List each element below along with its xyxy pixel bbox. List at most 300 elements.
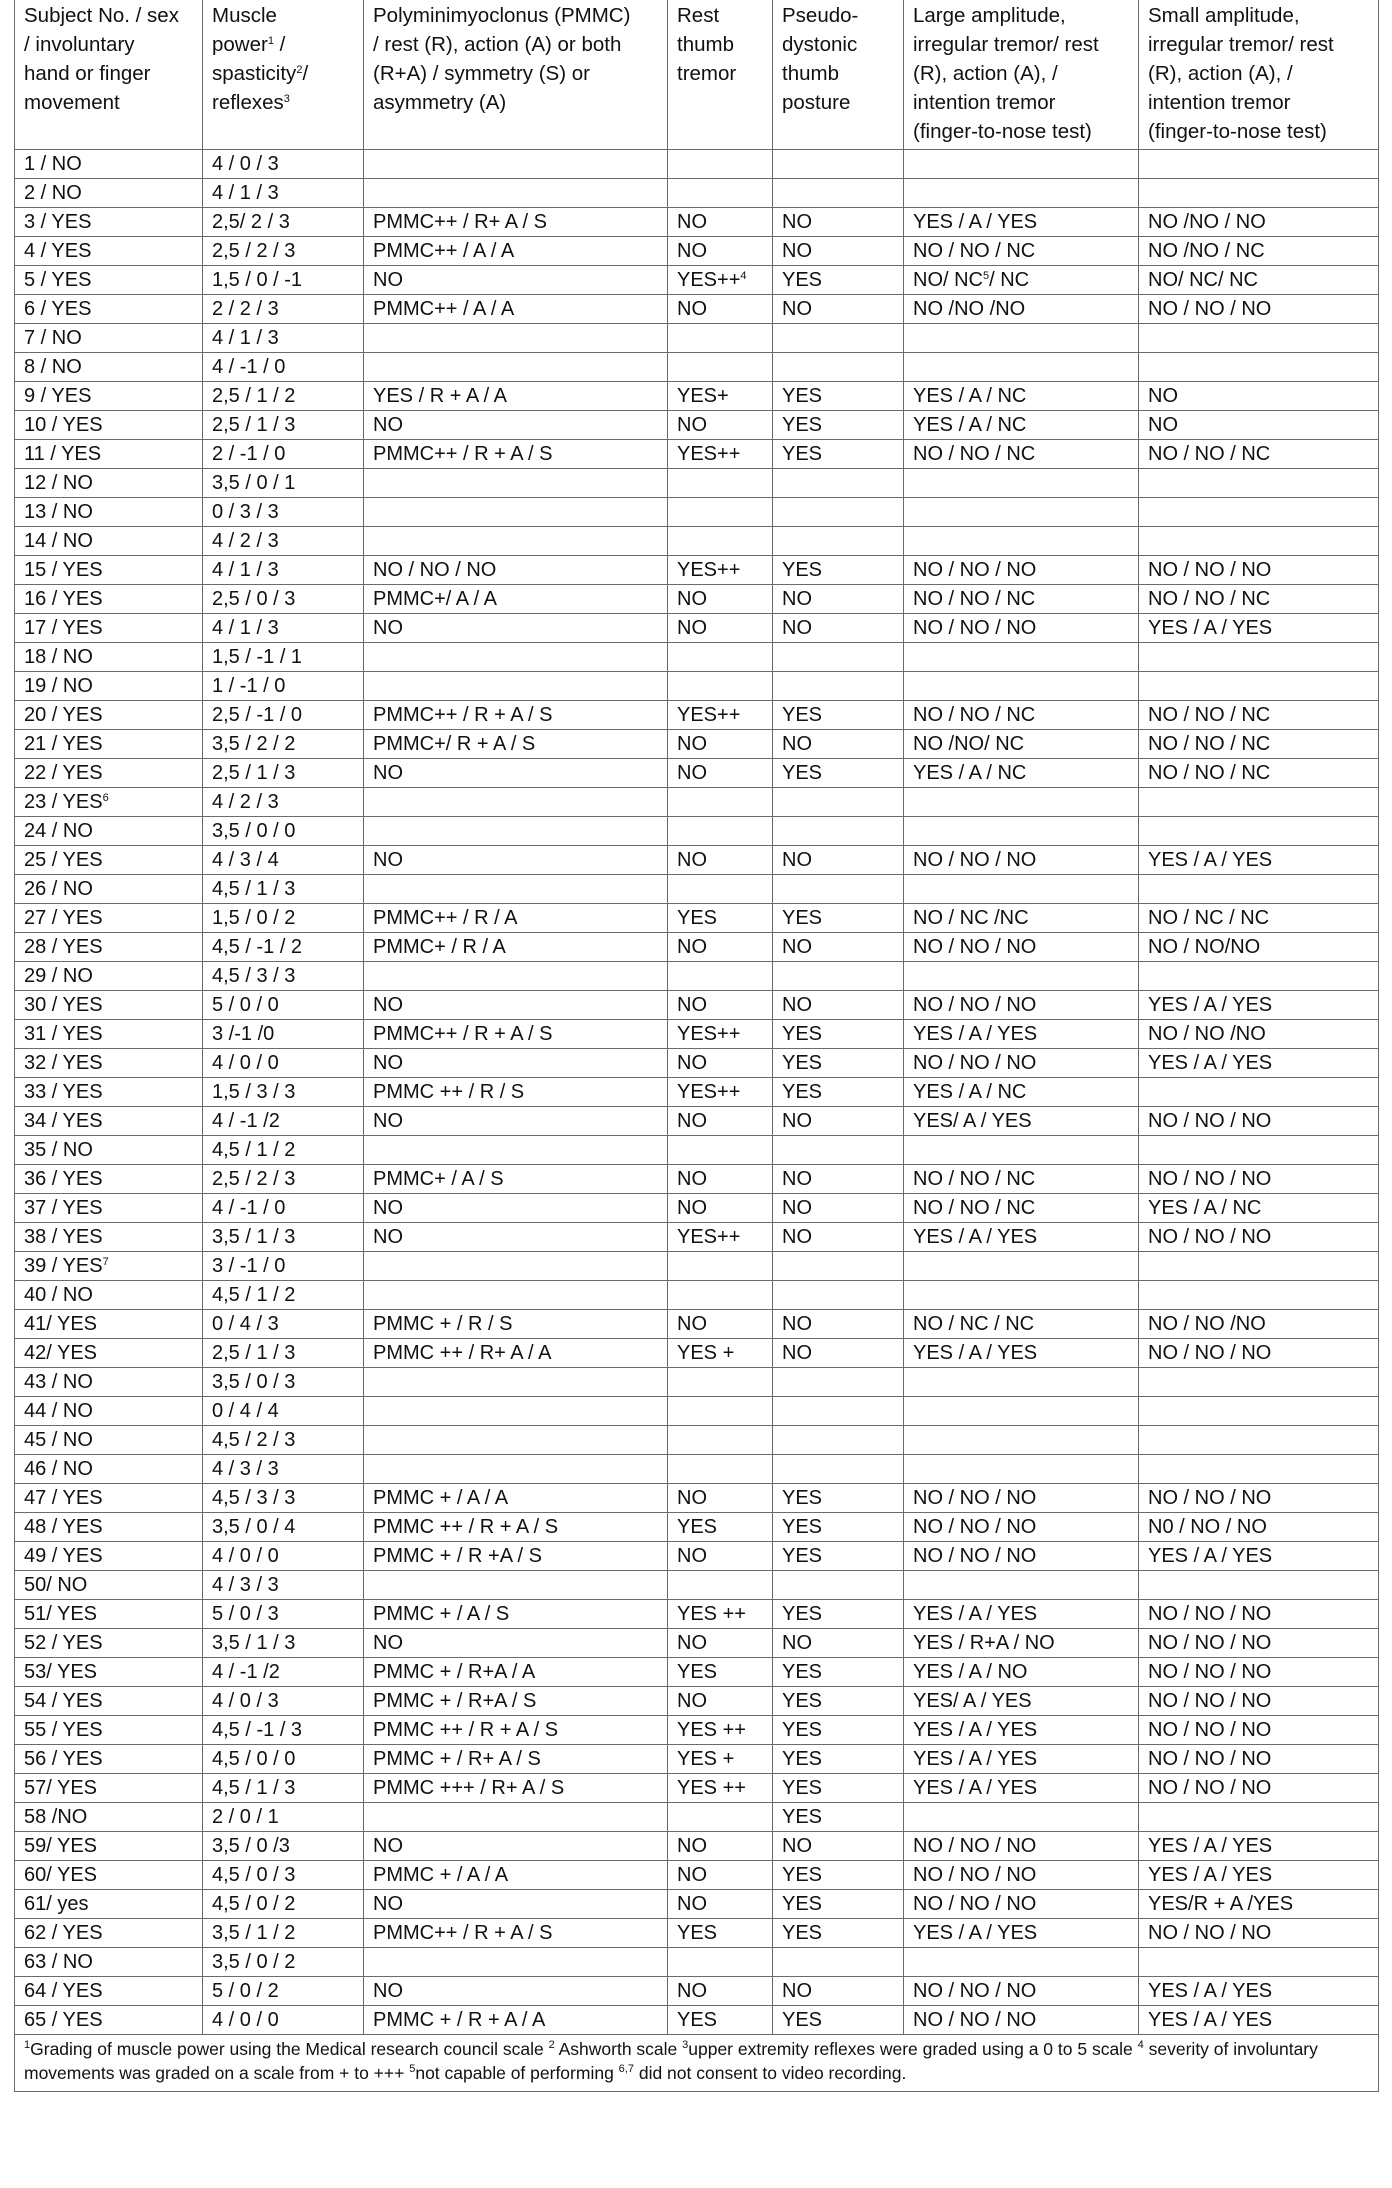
table-row	[15, 1397, 1379, 1426]
cell-muscle-power-spasticity-reflexes: 3 / -1 / 0	[203, 1252, 364, 1281]
cell-subject-sex-movement: 10 / YES	[15, 411, 203, 440]
cell-pseudo-dystonic-thumb-posture: YES	[773, 1919, 904, 1948]
table-row	[15, 1513, 1379, 1542]
cell-muscle-power-spasticity-reflexes: 3,5 / 1 / 3	[203, 1223, 364, 1252]
cell-subject-sex-movement: 3 / YES	[15, 208, 203, 237]
cell-muscle-power-spasticity-reflexes: 1,5 / 0 / 2	[203, 904, 364, 933]
table-row	[15, 1484, 1379, 1513]
header-line: Small amplitude,	[1148, 4, 1300, 27]
cell-pmmc	[364, 324, 668, 353]
cell-rest-thumb-tremor: NO	[668, 1484, 773, 1513]
cell-large-amplitude-tremor	[904, 469, 1139, 498]
cell-small-amplitude-tremor: NO / NO /NO	[1139, 1020, 1379, 1049]
cell-subject-sex-movement: 14 / NO	[15, 527, 203, 556]
header-line: Muscle	[212, 4, 277, 27]
cell-subject-sex-movement: 45 / NO	[15, 1426, 203, 1455]
cell-pseudo-dystonic-thumb-posture	[773, 527, 904, 556]
cell-muscle-power-spasticity-reflexes: 4 / 1 / 3	[203, 324, 364, 353]
cell-large-amplitude-tremor: NO / NO / NO	[904, 1832, 1139, 1861]
cell-rest-thumb-tremor	[668, 150, 773, 179]
table-row	[15, 1020, 1379, 1049]
cell-subject-sex-movement: 42/ YES	[15, 1339, 203, 1368]
cell-small-amplitude-tremor	[1139, 1368, 1379, 1397]
table-row	[15, 469, 1379, 498]
cell-small-amplitude-tremor: NO	[1139, 411, 1379, 440]
cell-pseudo-dystonic-thumb-posture	[773, 1426, 904, 1455]
cell-subject-sex-movement: 4 / YES	[15, 237, 203, 266]
cell-small-amplitude-tremor	[1139, 353, 1379, 382]
header-line: (finger-to-nose test)	[913, 120, 1092, 143]
cell-subject-sex-movement: 43 / NO	[15, 1368, 203, 1397]
table-row	[15, 1774, 1379, 1803]
cell-large-amplitude-tremor: NO / NO / NO	[904, 614, 1139, 643]
cell-small-amplitude-tremor: YES / A / YES	[1139, 1861, 1379, 1890]
cell-pseudo-dystonic-thumb-posture: NO	[773, 846, 904, 875]
cell-small-amplitude-tremor: NO	[1139, 382, 1379, 411]
cell-rest-thumb-tremor	[668, 962, 773, 991]
cell-rest-thumb-tremor: YES ++	[668, 1774, 773, 1803]
cell-pmmc: PMMC ++ / R+ A / A	[364, 1339, 668, 1368]
cell-small-amplitude-tremor	[1139, 788, 1379, 817]
cell-subject-sex-movement: 13 / NO	[15, 498, 203, 527]
table-row	[15, 1803, 1379, 1832]
cell-rest-thumb-tremor: NO	[668, 730, 773, 759]
cell-pseudo-dystonic-thumb-posture: YES	[773, 1716, 904, 1745]
cell-small-amplitude-tremor: NO / NO /NO	[1139, 1310, 1379, 1339]
cell-subject-sex-movement: 27 / YES	[15, 904, 203, 933]
table-row	[15, 643, 1379, 672]
cell-pseudo-dystonic-thumb-posture: YES	[773, 1687, 904, 1716]
cell-rest-thumb-tremor: NO	[668, 1861, 773, 1890]
header-line: Polyminimyoclonus (PMMC)	[373, 4, 631, 27]
table-row	[15, 1426, 1379, 1455]
cell-small-amplitude-tremor: NO / NO / NO	[1139, 1107, 1379, 1136]
cell-pmmc: PMMC++ / R + A / S	[364, 1020, 668, 1049]
cell-pseudo-dystonic-thumb-posture	[773, 1455, 904, 1484]
cell-pmmc: PMMC + / R +A / S	[364, 1542, 668, 1571]
cell-pmmc: PMMC + / A / A	[364, 1861, 668, 1890]
cell-large-amplitude-tremor	[904, 672, 1139, 701]
cell-muscle-power-spasticity-reflexes: 2,5 / 2 / 3	[203, 1165, 364, 1194]
cell-pseudo-dystonic-thumb-posture	[773, 1281, 904, 1310]
cell-pmmc	[364, 498, 668, 527]
table-row	[15, 527, 1379, 556]
table-row	[15, 1078, 1379, 1107]
header-line: intention tremor	[913, 91, 1056, 114]
cell-pseudo-dystonic-thumb-posture: YES	[773, 1774, 904, 1803]
header-line: (R), action (A), /	[913, 62, 1058, 85]
cell-rest-thumb-tremor: YES++	[668, 1078, 773, 1107]
cell-large-amplitude-tremor: NO / NO / NO	[904, 991, 1139, 1020]
cell-pmmc: NO	[364, 991, 668, 1020]
cell-large-amplitude-tremor	[904, 527, 1139, 556]
cell-pseudo-dystonic-thumb-posture: YES	[773, 1658, 904, 1687]
table-row	[15, 237, 1379, 266]
cell-subject-sex-movement: 33 / YES	[15, 1078, 203, 1107]
cell-small-amplitude-tremor	[1139, 179, 1379, 208]
cell-pmmc: PMMC ++ / R / S	[364, 1078, 668, 1107]
cell-subject-sex-movement: 25 / YES	[15, 846, 203, 875]
cell-large-amplitude-tremor: NO/ $NC^5/$ NC	[904, 266, 1139, 295]
header-line: intention tremor	[1148, 91, 1291, 114]
cell-muscle-power-spasticity-reflexes: 3,5 / 2 / 2	[203, 730, 364, 759]
cell-small-amplitude-tremor	[1139, 817, 1379, 846]
cell-large-amplitude-tremor: YES / A / YES	[904, 1774, 1139, 1803]
cell-pseudo-dystonic-thumb-posture: NO	[773, 237, 904, 266]
cell-muscle-power-spasticity-reflexes: 4 / -1 / 0	[203, 353, 364, 382]
cell-small-amplitude-tremor: NO / NO / NO	[1139, 1223, 1379, 1252]
cell-pseudo-dystonic-thumb-posture	[773, 1368, 904, 1397]
cell-large-amplitude-tremor	[904, 817, 1139, 846]
cell-small-amplitude-tremor: NO / NO / NC	[1139, 701, 1379, 730]
cell-pseudo-dystonic-thumb-posture	[773, 150, 904, 179]
table-row	[15, 1194, 1379, 1223]
cell-subject-sex-movement: 6 / YES	[15, 295, 203, 324]
cell-subject-sex-movement: 22 / YES	[15, 759, 203, 788]
cell-small-amplitude-tremor: NO / NO / NO	[1139, 1716, 1379, 1745]
cell-pmmc: PMMC + / R / S	[364, 1310, 668, 1339]
cell-pseudo-dystonic-thumb-posture	[773, 1571, 904, 1600]
cell-large-amplitude-tremor: NO / NO / NO	[904, 1513, 1139, 1542]
cell-small-amplitude-tremor: N0 / NO / NO	[1139, 1513, 1379, 1542]
cell-small-amplitude-tremor: NO / NO / NO	[1139, 1484, 1379, 1513]
cell-rest-thumb-tremor: NO	[668, 1890, 773, 1919]
cell-small-amplitude-tremor	[1139, 1078, 1379, 1107]
cell-muscle-power-spasticity-reflexes: 4 / -1 / 0	[203, 1194, 364, 1223]
cell-subject-sex-movement: 7 / NO	[15, 324, 203, 353]
cell-pseudo-dystonic-thumb-posture: NO	[773, 208, 904, 237]
cell-muscle-power-spasticity-reflexes: 5 / 0 / 3	[203, 1600, 364, 1629]
cell-muscle-power-spasticity-reflexes: 5 / 0 / 0	[203, 991, 364, 1020]
cell-pmmc: NO	[364, 1049, 668, 1078]
header-line: reflexes$^3$	[212, 91, 290, 114]
cell-subject-sex-movement: 57/ YES	[15, 1774, 203, 1803]
cell-small-amplitude-tremor: NO / NO/NO	[1139, 933, 1379, 962]
cell-rest-thumb-tremor: NO	[668, 295, 773, 324]
cell-large-amplitude-tremor	[904, 1252, 1139, 1281]
header-line: power$^1$ /	[212, 33, 286, 56]
cell-pseudo-dystonic-thumb-posture: YES	[773, 1803, 904, 1832]
table-row	[15, 875, 1379, 904]
cell-rest-thumb-tremor: NO	[668, 411, 773, 440]
cell-pmmc: NO	[364, 1223, 668, 1252]
cell-small-amplitude-tremor: YES / A / YES	[1139, 846, 1379, 875]
cell-pseudo-dystonic-thumb-posture: NO	[773, 1165, 904, 1194]
table-row	[15, 266, 1379, 295]
cell-rest-thumb-tremor: YES++$^4$	[668, 266, 773, 295]
cell-rest-thumb-tremor: YES	[668, 1513, 773, 1542]
cell-pmmc	[364, 1803, 668, 1832]
cell-small-amplitude-tremor: YES / A / YES	[1139, 1049, 1379, 1078]
cell-rest-thumb-tremor: NO	[668, 585, 773, 614]
cell-muscle-power-spasticity-reflexes: 4,5 / 0 / 3	[203, 1861, 364, 1890]
cell-subject-sex-movement: 30 / YES	[15, 991, 203, 1020]
cell-muscle-power-spasticity-reflexes: 4 / 3 / 4	[203, 846, 364, 875]
cell-muscle-power-spasticity-reflexes: 5 / 0 / 2	[203, 1977, 364, 2006]
cell-large-amplitude-tremor: NO / NO / NC	[904, 440, 1139, 469]
cell-subject-sex-movement: 11 / YES	[15, 440, 203, 469]
cell-muscle-power-spasticity-reflexes: 4,5 / 3 / 3	[203, 1484, 364, 1513]
cell-pmmc	[364, 1397, 668, 1426]
cell-rest-thumb-tremor	[668, 1252, 773, 1281]
table-row	[15, 1252, 1379, 1281]
table-row	[15, 962, 1379, 991]
cell-subject-sex-movement: 41/ YES	[15, 1310, 203, 1339]
cell-muscle-power-spasticity-reflexes: 2,5 / 2 / 3	[203, 237, 364, 266]
cell-rest-thumb-tremor: NO	[668, 1542, 773, 1571]
cell-pseudo-dystonic-thumb-posture: NO	[773, 730, 904, 759]
cell-pseudo-dystonic-thumb-posture: YES	[773, 1078, 904, 1107]
cell-subject-sex-movement: 40 / NO	[15, 1281, 203, 1310]
cell-large-amplitude-tremor	[904, 179, 1139, 208]
table-row	[15, 817, 1379, 846]
cell-subject-sex-movement: 23 / YES$^6$	[15, 788, 203, 817]
cell-subject-sex-movement: 60/ YES	[15, 1861, 203, 1890]
cell-muscle-power-spasticity-reflexes: 0 / 3 / 3	[203, 498, 364, 527]
table-row	[15, 1919, 1379, 1948]
cell-muscle-power-spasticity-reflexes: 4 / 3 / 3	[203, 1455, 364, 1484]
cell-small-amplitude-tremor: YES / A / YES	[1139, 991, 1379, 1020]
cell-muscle-power-spasticity-reflexes: 3,5 / 0 / 0	[203, 817, 364, 846]
cell-subject-sex-movement: 29 / NO	[15, 962, 203, 991]
cell-small-amplitude-tremor	[1139, 1948, 1379, 1977]
cell-muscle-power-spasticity-reflexes: 3,5 / 1 / 3	[203, 1629, 364, 1658]
cell-pseudo-dystonic-thumb-posture: NO	[773, 1310, 904, 1339]
cell-pseudo-dystonic-thumb-posture	[773, 643, 904, 672]
cell-subject-sex-movement: 8 / NO	[15, 353, 203, 382]
cell-pseudo-dystonic-thumb-posture	[773, 875, 904, 904]
cell-pseudo-dystonic-thumb-posture: YES	[773, 556, 904, 585]
cell-rest-thumb-tremor: YES++	[668, 1020, 773, 1049]
cell-pmmc: PMMC+/ A / A	[364, 585, 668, 614]
cell-muscle-power-spasticity-reflexes: 4,5 / -1 / 3	[203, 1716, 364, 1745]
cell-pseudo-dystonic-thumb-posture: NO	[773, 1194, 904, 1223]
cell-muscle-power-spasticity-reflexes: 2 / 0 / 1	[203, 1803, 364, 1832]
cell-subject-sex-movement: 28 / YES	[15, 933, 203, 962]
cell-subject-sex-movement: 61/ yes	[15, 1890, 203, 1919]
cell-pmmc: YES / R + A / A	[364, 382, 668, 411]
cell-small-amplitude-tremor: NO / NO / NO	[1139, 1629, 1379, 1658]
cell-small-amplitude-tremor	[1139, 1571, 1379, 1600]
cell-subject-sex-movement: 34 / YES	[15, 1107, 203, 1136]
cell-small-amplitude-tremor	[1139, 672, 1379, 701]
cell-large-amplitude-tremor	[904, 875, 1139, 904]
header-line: / rest (R), action (A) or both	[373, 33, 622, 56]
cell-pmmc: PMMC + / R+A / S	[364, 1687, 668, 1716]
header-line: irregular tremor/ rest	[913, 33, 1099, 56]
cell-subject-sex-movement: 1 / NO	[15, 150, 203, 179]
cell-pmmc	[364, 353, 668, 382]
cell-subject-sex-movement: 12 / NO	[15, 469, 203, 498]
cell-rest-thumb-tremor: NO	[668, 614, 773, 643]
cell-pmmc	[364, 1948, 668, 1977]
cell-pseudo-dystonic-thumb-posture	[773, 1948, 904, 1977]
cell-small-amplitude-tremor	[1139, 875, 1379, 904]
cell-subject-sex-movement: 9 / YES	[15, 382, 203, 411]
cell-rest-thumb-tremor: YES++	[668, 556, 773, 585]
cell-muscle-power-spasticity-reflexes: 4,5 / 3 / 3	[203, 962, 364, 991]
cell-subject-sex-movement: 5 / YES	[15, 266, 203, 295]
cell-large-amplitude-tremor: YES / A / YES	[904, 1339, 1139, 1368]
cell-pmmc	[364, 150, 668, 179]
table-row	[15, 1832, 1379, 1861]
cell-muscle-power-spasticity-reflexes: 2,5 / 0 / 3	[203, 585, 364, 614]
cell-rest-thumb-tremor: YES +	[668, 1339, 773, 1368]
cell-muscle-power-spasticity-reflexes: 3,5 / 0 / 2	[203, 1948, 364, 1977]
cell-rest-thumb-tremor: YES++	[668, 701, 773, 730]
header-line: Large amplitude,	[913, 4, 1066, 27]
cell-pmmc	[364, 962, 668, 991]
cell-pseudo-dystonic-thumb-posture: YES	[773, 266, 904, 295]
cell-large-amplitude-tremor: NO / NC / NC	[904, 1310, 1139, 1339]
cell-small-amplitude-tremor: NO / NO / NO	[1139, 1774, 1379, 1803]
cell-large-amplitude-tremor: YES/ A / YES	[904, 1107, 1139, 1136]
cell-pseudo-dystonic-thumb-posture: YES	[773, 904, 904, 933]
cell-pseudo-dystonic-thumb-posture: YES	[773, 759, 904, 788]
table-row	[15, 730, 1379, 759]
column-header-subject-sex-movement	[15, 0, 203, 150]
cell-pmmc: PMMC+ / R / A	[364, 933, 668, 962]
cell-small-amplitude-tremor: YES / A / NC	[1139, 1194, 1379, 1223]
cell-pseudo-dystonic-thumb-posture: NO	[773, 991, 904, 1020]
cell-subject-sex-movement: 17 / YES	[15, 614, 203, 643]
cell-small-amplitude-tremor	[1139, 1426, 1379, 1455]
cell-small-amplitude-tremor: NO/ NC/ NC	[1139, 266, 1379, 295]
cell-pmmc: NO	[364, 614, 668, 643]
cell-large-amplitude-tremor: YES / A / YES	[904, 1600, 1139, 1629]
cell-large-amplitude-tremor: YES / A / YES	[904, 1716, 1139, 1745]
cell-subject-sex-movement: 21 / YES	[15, 730, 203, 759]
cell-subject-sex-movement: 64 / YES	[15, 1977, 203, 2006]
cell-subject-sex-movement: 32 / YES	[15, 1049, 203, 1078]
cell-rest-thumb-tremor	[668, 353, 773, 382]
cell-rest-thumb-tremor: YES +	[668, 1745, 773, 1774]
cell-small-amplitude-tremor: NO / NO / NO	[1139, 1687, 1379, 1716]
cell-small-amplitude-tremor: NO / NO / NO	[1139, 556, 1379, 585]
cell-small-amplitude-tremor: NO / NO / NO	[1139, 1919, 1379, 1948]
cell-subject-sex-movement: 54 / YES	[15, 1687, 203, 1716]
cell-muscle-power-spasticity-reflexes: 4,5 / 1 / 3	[203, 875, 364, 904]
cell-rest-thumb-tremor	[668, 1455, 773, 1484]
cell-rest-thumb-tremor: NO	[668, 1832, 773, 1861]
table-row	[15, 1861, 1379, 1890]
cell-small-amplitude-tremor	[1139, 1397, 1379, 1426]
cell-muscle-power-spasticity-reflexes: 4,5 / -1 / 2	[203, 933, 364, 962]
table-row	[15, 324, 1379, 353]
cell-pseudo-dystonic-thumb-posture: YES	[773, 701, 904, 730]
cell-large-amplitude-tremor: NO / NO / NO	[904, 1542, 1139, 1571]
cell-rest-thumb-tremor	[668, 875, 773, 904]
header-line: dystonic	[782, 33, 858, 56]
table-row	[15, 1890, 1379, 1919]
cell-large-amplitude-tremor	[904, 1803, 1139, 1832]
cell-large-amplitude-tremor	[904, 788, 1139, 817]
column-header-rest-thumb-tremor	[668, 0, 773, 150]
cell-small-amplitude-tremor: YES / A / YES	[1139, 614, 1379, 643]
cell-muscle-power-spasticity-reflexes: 3,5 / 0 /3	[203, 1832, 364, 1861]
column-header-small-amplitude-tremor	[1139, 0, 1379, 150]
table-row	[15, 1745, 1379, 1774]
cell-large-amplitude-tremor	[904, 1455, 1139, 1484]
cell-rest-thumb-tremor: NO	[668, 1194, 773, 1223]
cell-small-amplitude-tremor: YES / A / YES	[1139, 1542, 1379, 1571]
cell-pseudo-dystonic-thumb-posture: YES	[773, 1600, 904, 1629]
cell-rest-thumb-tremor: NO	[668, 1310, 773, 1339]
cell-rest-thumb-tremor: NO	[668, 208, 773, 237]
cell-subject-sex-movement: 55 / YES	[15, 1716, 203, 1745]
cell-large-amplitude-tremor: NO / NO / NO	[904, 846, 1139, 875]
cell-rest-thumb-tremor: NO	[668, 991, 773, 1020]
cell-subject-sex-movement: 47 / YES	[15, 1484, 203, 1513]
cell-pseudo-dystonic-thumb-posture: YES	[773, 1890, 904, 1919]
cell-large-amplitude-tremor: YES / R+A / NO	[904, 1629, 1139, 1658]
cell-pmmc	[364, 817, 668, 846]
cell-small-amplitude-tremor	[1139, 1281, 1379, 1310]
cell-large-amplitude-tremor: YES / A / YES	[904, 208, 1139, 237]
cell-pseudo-dystonic-thumb-posture: NO	[773, 1223, 904, 1252]
cell-small-amplitude-tremor: NO / NO / NO	[1139, 1165, 1379, 1194]
header-line: Subject No. / sex	[24, 4, 179, 27]
header-line: (R+A) / symmetry (S) or	[373, 62, 590, 85]
cell-pmmc	[364, 1426, 668, 1455]
cell-large-amplitude-tremor: NO / NO / NC	[904, 237, 1139, 266]
cell-small-amplitude-tremor: NO / NO / NO	[1139, 1658, 1379, 1687]
cell-pmmc: PMMC ++ / R + A / S	[364, 1513, 668, 1542]
cell-rest-thumb-tremor: NO	[668, 237, 773, 266]
cell-pmmc: PMMC++ / A / A	[364, 237, 668, 266]
table-row	[15, 2006, 1379, 2035]
header-line: movement	[24, 91, 120, 114]
cell-pmmc: PMMC+/ R + A / S	[364, 730, 668, 759]
cell-muscle-power-spasticity-reflexes: 4 / 1 / 3	[203, 556, 364, 585]
cell-large-amplitude-tremor	[904, 353, 1139, 382]
header-line: posture	[782, 91, 851, 114]
cell-large-amplitude-tremor: NO /NO /NO	[904, 295, 1139, 324]
cell-subject-sex-movement: 58 /NO	[15, 1803, 203, 1832]
cell-muscle-power-spasticity-reflexes: 4 / 0 / 0	[203, 2006, 364, 2035]
cell-muscle-power-spasticity-reflexes: 4 / 0 / 3	[203, 150, 364, 179]
cell-large-amplitude-tremor: YES / A / YES	[904, 1223, 1139, 1252]
table-row	[15, 1658, 1379, 1687]
cell-large-amplitude-tremor: NO / NO / NO	[904, 1977, 1139, 2006]
table-footnote: $^1$Grading of muscle power using the Medical research council scale $^2$ Ashworth scale $^3$upper extremity reflexes were graded using a 0 to 5 scale $^4$ severity of involuntary movements was graded on a scale from + to +++ $^5$not capable of performing $^{6,7}$ did not consent to video recording.	[15, 2035, 1379, 2092]
header-line: (R), action (A), /	[1148, 62, 1293, 85]
cell-rest-thumb-tremor: NO	[668, 1107, 773, 1136]
cell-subject-sex-movement: 36 / YES	[15, 1165, 203, 1194]
table-row	[15, 759, 1379, 788]
cell-small-amplitude-tremor: NO / NO / NC	[1139, 585, 1379, 614]
table-row	[15, 1165, 1379, 1194]
cell-small-amplitude-tremor	[1139, 469, 1379, 498]
table-body	[15, 150, 1379, 2035]
cell-muscle-power-spasticity-reflexes: 4 / 1 / 3	[203, 614, 364, 643]
cell-subject-sex-movement: 65 / YES	[15, 2006, 203, 2035]
cell-rest-thumb-tremor	[668, 1948, 773, 1977]
cell-large-amplitude-tremor: YES / A / NC	[904, 411, 1139, 440]
cell-small-amplitude-tremor	[1139, 527, 1379, 556]
table-row	[15, 208, 1379, 237]
cell-pseudo-dystonic-thumb-posture	[773, 498, 904, 527]
cell-muscle-power-spasticity-reflexes: 2,5 / 1 / 3	[203, 759, 364, 788]
cell-pmmc	[364, 1368, 668, 1397]
cell-small-amplitude-tremor	[1139, 324, 1379, 353]
header-line: Rest	[677, 4, 720, 27]
cell-pseudo-dystonic-thumb-posture: NO	[773, 1977, 904, 2006]
cell-large-amplitude-tremor: NO / NO / NC	[904, 1165, 1139, 1194]
cell-muscle-power-spasticity-reflexes: 1 / -1 / 0	[203, 672, 364, 701]
cell-pseudo-dystonic-thumb-posture: NO	[773, 1832, 904, 1861]
table-row	[15, 1629, 1379, 1658]
